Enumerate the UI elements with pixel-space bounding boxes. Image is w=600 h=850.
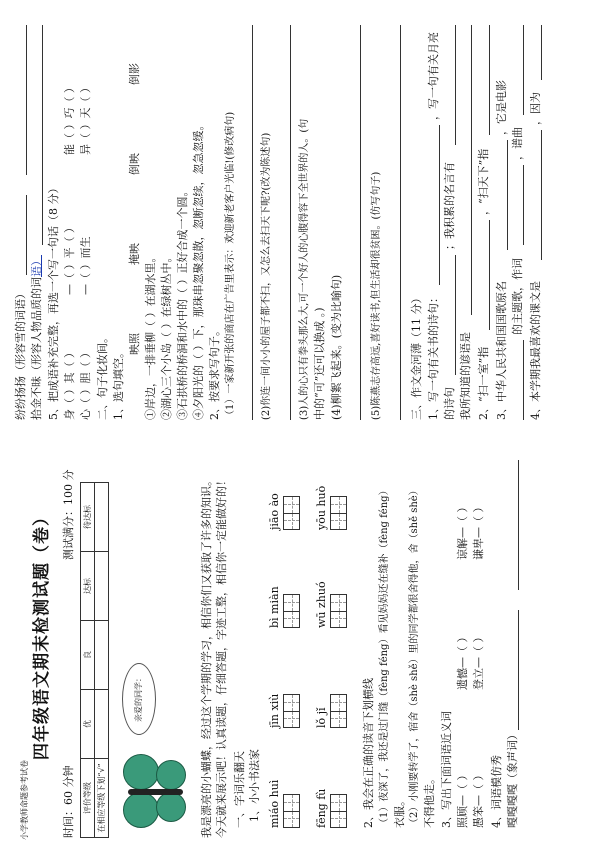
idiom-item[interactable]: —（ ）平（ ） xyxy=(63,222,76,295)
writing-grid[interactable] xyxy=(283,594,300,628)
word-option: 倒映 xyxy=(128,153,141,175)
synonym-item[interactable]: 照顾—（ ） xyxy=(456,769,469,828)
idiom-item[interactable]: 身（ ）其（ ） xyxy=(63,347,76,420)
question-text: 我所知道的谚语是 xyxy=(459,332,472,420)
question-label: 2、按要求写句子。 xyxy=(208,325,221,420)
question-text: ；我积累的名言有 xyxy=(443,162,456,250)
fill-sentence[interactable]: ①岸边，一排垂柳（ ）在湖水里。 xyxy=(144,251,157,420)
answer-line[interactable] xyxy=(290,25,291,420)
header-small: 小学教师命题参考试卷 xyxy=(20,760,29,840)
question-label: 1、小小书法家 xyxy=(248,749,261,822)
question-text: 衣服。 xyxy=(393,795,406,828)
idiom-item[interactable]: 异（ ）天（ ） xyxy=(79,82,92,155)
writing-grid[interactable] xyxy=(330,496,347,530)
writing-grid[interactable] xyxy=(330,594,347,628)
pinyin-label: jiāo ào xyxy=(268,493,281,530)
question-text: ，“扫天下”指 xyxy=(477,148,490,215)
writing-grid[interactable] xyxy=(283,496,300,530)
question-text: ，写一句有关月亮 xyxy=(427,32,440,120)
pinyin-label: lǒ jǐ xyxy=(315,707,328,728)
pinyin-label: wū zhuó xyxy=(315,581,328,628)
pinyin-label: fēng fù xyxy=(315,788,328,828)
question-label: 4、词语模仿秀 xyxy=(490,755,503,828)
answer-line[interactable] xyxy=(471,25,472,315)
rewrite-item: (3)人的心只有拳头那么大,可一个好人的心腹得容下全世界的人。(句 xyxy=(299,118,310,420)
butterfly-illustration xyxy=(118,750,193,830)
idiom-item[interactable]: —（ ）而生 xyxy=(79,236,92,295)
answer-line[interactable] xyxy=(360,25,361,420)
writing-grid[interactable] xyxy=(330,794,347,828)
page-title: 四年级语文期末检测试题（卷） xyxy=(32,508,52,760)
fill-sentence[interactable]: ④夕阳光的（ ）下，那珠串忽聚忽散，忽断忽续，忽急忽缓。 xyxy=(192,119,205,420)
word-option: 掩映 xyxy=(128,243,141,265)
answer-line[interactable] xyxy=(541,25,542,80)
section-heading: 三、作文金河薄（11 分） xyxy=(410,292,423,420)
question-text: 不得他走。 xyxy=(423,773,436,828)
question-text: 拾金不昧（形容人物品质的词语） xyxy=(30,255,43,420)
question-text: （1）夜深了，我还是过门缝（fèng féng）看见妈妈还在缝补（fèng féng） xyxy=(379,485,390,828)
intro-line: 我是漂亮的小蝴蝶，经过这个学期的学习，相信你们又获取了许多的知识。 xyxy=(200,475,213,838)
word-option: 映照 xyxy=(128,333,141,355)
example-text: 嘎嘎嘎嘎（象声词） xyxy=(506,729,519,828)
time-label: 时间：60 分钟 xyxy=(62,765,75,838)
word-option: 倒影 xyxy=(128,63,141,85)
score-cell[interactable] xyxy=(95,690,109,759)
question-text: （2）小刚要转学了，宿舍（shè shě）里的同学都很舍得他，舍（shě shè） xyxy=(409,485,420,828)
idiom-item[interactable]: 能（ ）巧（ ） xyxy=(63,82,76,155)
fill-sentence[interactable]: ③石拱桥的桥洞和水中的（ ）正好合成一个圆。 xyxy=(176,185,189,420)
question-text: 1、写一句有关书的诗句： xyxy=(427,292,440,420)
left-page xyxy=(0,425,600,850)
answer-line[interactable] xyxy=(523,340,524,420)
question-text: ，它是电影 xyxy=(495,80,508,135)
answer-line[interactable] xyxy=(455,255,456,375)
pinyin-label: bì miàn xyxy=(268,586,281,628)
answer-line[interactable] xyxy=(541,130,542,260)
intro-line: 今天就来展示吧！认真读题，仔细答题，字迹工整，相信你一定能做好的！ xyxy=(215,475,228,838)
question-text: 纷纷扬扬（形容雪的词语） xyxy=(14,288,27,420)
score-header: 评价等级 xyxy=(81,759,95,838)
score-header: 达标 xyxy=(81,552,95,621)
question-text: ，谱曲 xyxy=(511,127,524,160)
bubble-text: 亲爱的同学： xyxy=(134,674,143,722)
writing-grid[interactable] xyxy=(283,794,300,828)
score-cell[interactable] xyxy=(95,483,109,552)
question-label: 5、把成语补充完整，再选一个写一句话（8 分） xyxy=(47,182,60,420)
answer-line[interactable] xyxy=(439,125,440,285)
question-text: ，因为 xyxy=(529,92,542,125)
answer-line[interactable] xyxy=(400,25,401,420)
score-row-label: 在相应等级下划“√” xyxy=(95,759,109,838)
score-table xyxy=(80,482,109,838)
score-header: 待达标 xyxy=(81,483,95,552)
section-heading: 二、句子化妆间。 xyxy=(96,332,109,420)
idiom-item[interactable]: 心（ ）胆（ ） xyxy=(79,347,92,420)
writing-grid[interactable] xyxy=(283,694,300,728)
rewrite-item: （1）一家新开张的商店在广告里表示：欢迎新老客户光临!(修改病句) xyxy=(225,111,236,420)
synonym-item[interactable]: 谦卑—（ ） xyxy=(472,501,485,560)
score-header: 良 xyxy=(81,621,95,690)
answer-line[interactable] xyxy=(523,165,524,245)
answer-line[interactable] xyxy=(523,25,524,115)
synonym-item[interactable]: 谅解—（ ） xyxy=(456,501,469,560)
question-label: 2、我会在正确的读音下划横线 xyxy=(362,678,375,828)
answer-line[interactable] xyxy=(507,140,508,250)
question-text: 的诗句 xyxy=(443,387,456,420)
question-label: 1、选句填空。 xyxy=(112,347,125,420)
answer-line[interactable] xyxy=(252,25,253,420)
rewrite-item: 中的“可”还可以换成 。) xyxy=(313,307,326,420)
pinyin-label: yōu huò xyxy=(315,485,328,530)
answer-line[interactable] xyxy=(489,220,490,330)
synonym-item[interactable]: 登立—（ ） xyxy=(472,631,485,690)
writing-grid[interactable] xyxy=(330,694,347,728)
answer-line[interactable] xyxy=(518,460,519,590)
answer-line[interactable] xyxy=(26,25,27,175)
rewrite-item: (5)陈燕志存高远,喜好读书,但生活却很贫困。(仿写句子) xyxy=(371,171,382,420)
answer-line[interactable] xyxy=(42,25,43,245)
answer-line[interactable] xyxy=(489,25,490,135)
full-score-label: 测试满分：100 分 xyxy=(62,469,75,560)
question-text: 3、中华人民共和国国歌原名 xyxy=(495,281,508,420)
score-cell[interactable] xyxy=(95,621,109,690)
pinyin-label: jīn xiù xyxy=(268,693,281,728)
question-text: 4、本学期我最喜欢的课文是 xyxy=(529,281,542,420)
rewrite-item: (4)柳絮飞起来。(变为比喻句) xyxy=(330,274,343,420)
question-text: 的主题歌，作词 xyxy=(511,258,524,335)
section-heading: 一、字词乐翻天 xyxy=(233,751,246,828)
rewrite-item: (2)你连一间小小的屋子都不扫，又怎么去扫天下呢?(改为陈述句) xyxy=(261,132,272,420)
answer-line[interactable] xyxy=(26,195,27,275)
question-label: 3、写出下面词语近义词 xyxy=(440,711,453,828)
answer-line[interactable] xyxy=(455,25,456,145)
fill-sentence[interactable]: ②湖心三个小岛（ ）在绿树丛中。 xyxy=(160,251,173,420)
score-header: 优 xyxy=(81,690,95,759)
score-cell[interactable] xyxy=(95,552,109,621)
answer-line[interactable] xyxy=(518,610,519,730)
question-text: 2、“扫一室”指 xyxy=(477,346,490,420)
synonym-item[interactable]: 愚笨—（ ） xyxy=(472,769,485,828)
synonym-item[interactable]: 遗憾—（ ） xyxy=(456,631,469,690)
pinyin-label: miáo huì xyxy=(268,779,281,828)
